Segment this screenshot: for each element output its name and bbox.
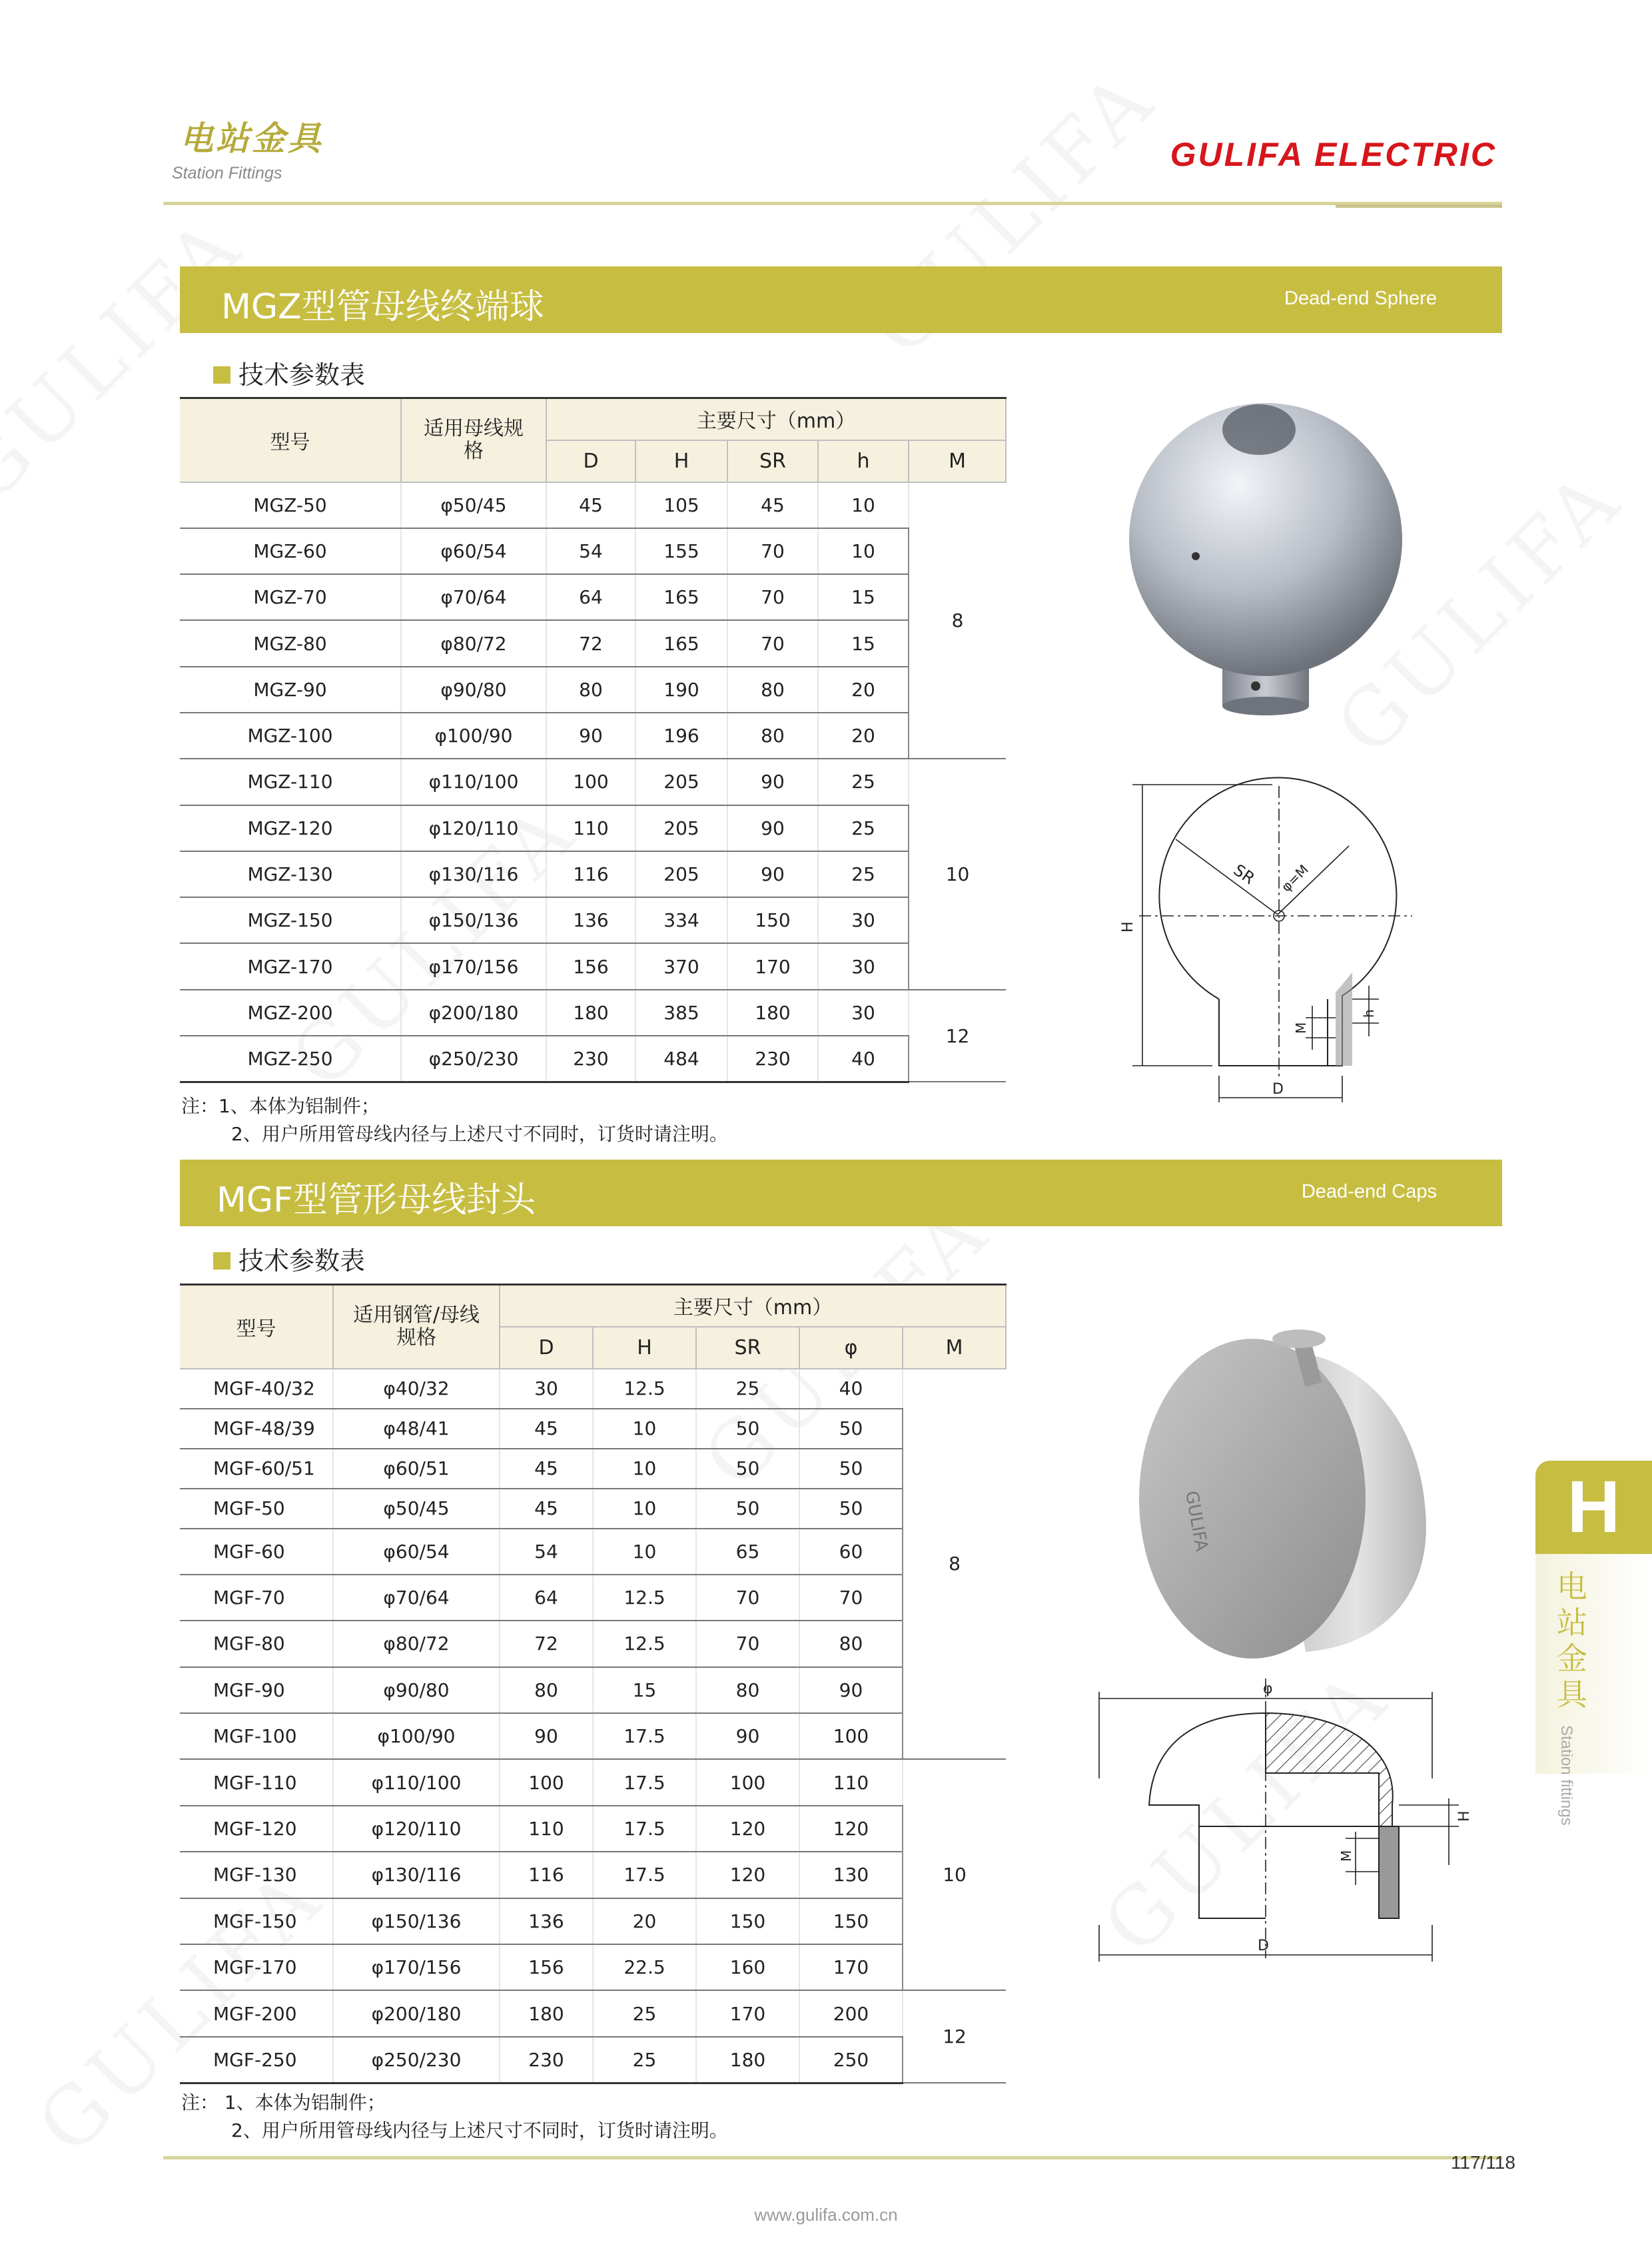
cell-dim: 70	[696, 1621, 799, 1667]
label-h-small: h	[1361, 1009, 1377, 1018]
cell-dim: 45	[727, 482, 818, 528]
cell-dim: 50	[799, 1449, 903, 1489]
col-model: 型号	[180, 1285, 333, 1369]
cell-model: MGZ-120	[180, 805, 401, 851]
cell-dim: 25	[818, 759, 909, 805]
cell-dim: 50	[696, 1489, 799, 1529]
table-row	[180, 1621, 1006, 1667]
cap-photo	[1132, 1325, 1439, 1672]
cell-dim: 80	[546, 667, 635, 713]
cell-dim: 80	[500, 1667, 593, 1713]
cell-dim: 25	[593, 2037, 696, 2083]
cell-dim: 10	[593, 1489, 696, 1529]
cell-dim: 230	[727, 1036, 818, 1082]
cell-dim: 205	[635, 759, 727, 805]
cell-model: MGZ-170	[180, 943, 401, 989]
cell-model: MGZ-100	[180, 713, 401, 759]
cell-model: MGZ-70	[180, 574, 401, 620]
label-sr: SR	[1230, 860, 1258, 889]
cell-dim: 105	[635, 482, 727, 528]
footer-rule	[163, 2156, 1502, 2159]
section1-notes	[181, 1092, 728, 1148]
cell-dim: 250	[799, 2037, 903, 2083]
cell-dim: 25	[818, 851, 909, 897]
cell-dim: 12.5	[593, 1621, 696, 1667]
cell-model: MGZ-110	[180, 759, 401, 805]
table-row	[180, 1806, 1006, 1852]
cell-dim: 196	[635, 713, 727, 759]
cell-model: MGF-80	[180, 1621, 333, 1667]
cell-dim: 370	[635, 943, 727, 989]
cell-dim: 64	[500, 1575, 593, 1621]
header-rule	[163, 202, 1502, 205]
header-title-en: Station Fittings	[172, 164, 282, 183]
cell-model: MGF-200	[180, 1990, 333, 2036]
cell-dim: 25	[593, 1990, 696, 2036]
cell-dim: 110	[799, 1759, 903, 1805]
cell-spec: φ130/116	[401, 851, 546, 897]
square-bullet-icon	[213, 366, 230, 384]
cell-dim: 100	[500, 1759, 593, 1805]
cell-dim: 45	[546, 482, 635, 528]
cell-dim: 90	[727, 851, 818, 897]
cell-dim: 70	[799, 1575, 903, 1621]
col-h: H	[635, 440, 727, 482]
table-row	[180, 1713, 1006, 1759]
cell-dim: 12.5	[593, 1575, 696, 1621]
cell-dim: 90	[727, 759, 818, 805]
cell-dim: 30	[818, 943, 909, 989]
label-d: D	[1258, 1938, 1269, 1954]
section2-title: MGF型管形母线封头	[216, 1180, 536, 1220]
cell-dim: 150	[799, 1898, 903, 1944]
table-row	[180, 759, 1006, 805]
sphere-drawing	[1112, 773, 1432, 1106]
cell-spec: φ110/100	[333, 1759, 500, 1805]
cell-dim: 205	[635, 805, 727, 851]
table-row	[180, 620, 1006, 666]
cell-dim: 20	[593, 1898, 696, 1944]
cell-spec: φ90/80	[333, 1667, 500, 1713]
table-row	[180, 2037, 1006, 2083]
col-model: 型号	[180, 398, 401, 482]
cell-dim: 50	[696, 1409, 799, 1449]
label-m: M	[1338, 1850, 1354, 1862]
cell-dim: 10	[593, 1529, 696, 1575]
cell-dim: 17.5	[593, 1759, 696, 1805]
section1-subhead-text: 技术参数表	[238, 360, 366, 390]
cell-dim: 385	[635, 990, 727, 1036]
cell-dim: 130	[799, 1852, 903, 1898]
cell-model: MGF-60/51	[180, 1449, 333, 1489]
label-d: D	[1272, 1081, 1284, 1098]
table-row	[180, 1575, 1006, 1621]
cell-dim: 25	[696, 1369, 799, 1409]
svg-text:GULIFA: GULIFA	[1181, 1489, 1212, 1553]
table-row	[180, 528, 1006, 574]
cell-dim: 22.5	[593, 1944, 696, 1990]
cell-dim: 25	[818, 805, 909, 851]
section1-band	[180, 266, 1502, 333]
cell-spec: φ90/80	[401, 667, 546, 713]
cell-dim: 334	[635, 897, 727, 943]
cell-dim: 180	[727, 990, 818, 1036]
cell-model: MGF-250	[180, 2037, 333, 2083]
cell-dim: 155	[635, 528, 727, 574]
cell-dim: 484	[635, 1036, 727, 1082]
cell-dim: 150	[696, 1898, 799, 1944]
cell-dim: 17.5	[593, 1806, 696, 1852]
cell-model: MGZ-50	[180, 482, 401, 528]
note-line: 2、用户所用管母线内径与上述尺寸不同时，订货时请注明。	[231, 1123, 728, 1145]
cell-dim: 45	[500, 1449, 593, 1489]
cell-model: MGF-48/39	[180, 1409, 333, 1449]
cell-dim: 150	[727, 897, 818, 943]
cell-model: MGZ-150	[180, 897, 401, 943]
cell-model: MGF-150	[180, 1898, 333, 1944]
section2-subtitle: Dead-end Caps	[1301, 1181, 1437, 1202]
table-row	[180, 805, 1006, 851]
table-row	[180, 482, 1006, 528]
cell-dim: 72	[546, 620, 635, 666]
cell-dim: 17.5	[593, 1852, 696, 1898]
cell-model: MGF-120	[180, 1806, 333, 1852]
mgf-spec-table	[180, 1284, 1007, 2084]
table-row	[180, 1036, 1006, 1082]
cell-dim: 180	[500, 1990, 593, 2036]
cell-model: MGZ-90	[180, 667, 401, 713]
cell-dim: 54	[500, 1529, 593, 1575]
cell-dim: 200	[799, 1990, 903, 2036]
label-phi-m: φ=M	[1278, 861, 1312, 895]
cell-spec: φ80/72	[333, 1621, 500, 1667]
cell-spec: φ60/51	[333, 1449, 500, 1489]
cell-dim: 50	[799, 1489, 903, 1529]
table-row	[180, 1489, 1006, 1529]
table-row	[180, 574, 1006, 620]
cell-dim: 90	[546, 713, 635, 759]
brand-logo: GULIFA ELECTRIC	[1170, 136, 1497, 173]
table-row	[180, 851, 1006, 897]
cell-dim: 190	[635, 667, 727, 713]
mgz-spec-table	[180, 397, 1007, 1083]
section2-band	[180, 1160, 1502, 1226]
col-m: M	[909, 440, 1006, 482]
cell-dim: 165	[635, 620, 727, 666]
cell-dim: 100	[546, 759, 635, 805]
cell-spec: φ60/54	[333, 1529, 500, 1575]
cell-dim: 70	[727, 574, 818, 620]
side-tab-cn: 电站金具	[1557, 1569, 1587, 1712]
table-row	[180, 1409, 1006, 1449]
table-row	[180, 897, 1006, 943]
cell-spec: φ80/72	[401, 620, 546, 666]
cell-dim: 30	[818, 990, 909, 1036]
label-h: H	[1456, 1810, 1473, 1822]
cell-model: MGZ-250	[180, 1036, 401, 1082]
table-row	[180, 1449, 1006, 1489]
cell-dim: 120	[799, 1806, 903, 1852]
cell-model: MGZ-130	[180, 851, 401, 897]
cell-spec: φ110/100	[401, 759, 546, 805]
cell-spec: φ250/230	[333, 2037, 500, 2083]
table-row	[180, 1759, 1006, 1805]
cell-dim: 90	[727, 805, 818, 851]
cell-dim: 205	[635, 851, 727, 897]
label-m: M	[1293, 1022, 1309, 1034]
cell-dim: 50	[799, 1409, 903, 1449]
cell-model: MGF-60	[180, 1529, 333, 1575]
cell-dim: 70	[696, 1575, 799, 1621]
col-sr: SR	[696, 1327, 799, 1369]
table-row	[180, 1898, 1006, 1944]
cell-dim: 80	[799, 1621, 903, 1667]
cell-m: 12	[909, 990, 1006, 1082]
cell-dim: 80	[727, 713, 818, 759]
col-h-small: h	[818, 440, 909, 482]
cell-dim: 170	[727, 943, 818, 989]
cell-dim: 80	[696, 1667, 799, 1713]
cell-spec: φ200/180	[401, 990, 546, 1036]
cell-model: MGZ-200	[180, 990, 401, 1036]
cell-dim: 165	[635, 574, 727, 620]
col-h: H	[593, 1327, 696, 1369]
cell-dim: 65	[696, 1529, 799, 1575]
section2-notes	[181, 2089, 728, 2145]
cell-model: MGF-50	[180, 1489, 333, 1529]
cell-spec: φ60/54	[401, 528, 546, 574]
cell-dim: 70	[727, 620, 818, 666]
cell-spec: φ100/90	[333, 1713, 500, 1759]
table-row	[180, 1944, 1006, 1990]
cell-dim: 50	[696, 1449, 799, 1489]
cell-dim: 20	[818, 667, 909, 713]
cell-dim: 100	[696, 1759, 799, 1805]
note-line: 注： 1、本体为铝制件；	[181, 2091, 386, 2113]
col-phi: φ	[799, 1327, 903, 1369]
label-h-big: H	[1120, 921, 1136, 933]
cell-spec: φ120/110	[401, 805, 546, 851]
table-row	[180, 713, 1006, 759]
cell-dim: 156	[546, 943, 635, 989]
cap-drawing	[1086, 1672, 1485, 1972]
note-line: 2、用户所用管母线内径与上述尺寸不同时，订货时请注明。	[231, 2119, 728, 2141]
cell-spec: φ250/230	[401, 1036, 546, 1082]
section2-subhead	[213, 1240, 365, 1277]
cell-spec: φ120/110	[333, 1806, 500, 1852]
cell-dim: 90	[696, 1713, 799, 1759]
square-bullet-icon	[213, 1252, 230, 1270]
cell-dim: 180	[696, 2037, 799, 2083]
cell-dim: 15	[818, 574, 909, 620]
cell-dim: 12.5	[593, 1369, 696, 1409]
cell-dim: 15	[593, 1667, 696, 1713]
cell-dim: 90	[799, 1667, 903, 1713]
cell-dim: 64	[546, 574, 635, 620]
cell-dim: 116	[546, 851, 635, 897]
cell-spec: φ170/156	[333, 1944, 500, 1990]
page-number: 117/118	[1450, 2152, 1515, 2173]
cell-dim: 60	[799, 1529, 903, 1575]
cell-dim: 120	[696, 1852, 799, 1898]
cell-dim: 110	[546, 805, 635, 851]
col-spec: 适用钢管/母线规格	[333, 1285, 500, 1369]
cell-spec: φ130/116	[333, 1852, 500, 1898]
cell-dim: 120	[696, 1806, 799, 1852]
footer-url[interactable]: www.gulifa.com.cn	[754, 2205, 898, 2225]
col-dims: 主要尺寸（mm）	[546, 398, 1006, 440]
table-row	[180, 1369, 1006, 1409]
cell-spec: φ150/136	[401, 897, 546, 943]
table-row	[180, 1852, 1006, 1898]
table-row	[180, 943, 1006, 989]
cell-model: MGZ-60	[180, 528, 401, 574]
cell-model: MGF-70	[180, 1575, 333, 1621]
cell-dim: 15	[818, 620, 909, 666]
cell-model: MGF-90	[180, 1667, 333, 1713]
cell-dim: 20	[818, 713, 909, 759]
cell-dim: 170	[799, 1944, 903, 1990]
cell-dim: 40	[818, 1036, 909, 1082]
col-dims: 主要尺寸（mm）	[500, 1285, 1006, 1327]
cell-model: MGF-170	[180, 1944, 333, 1990]
col-spec: 适用母线规格	[401, 398, 546, 482]
cell-dim: 54	[546, 528, 635, 574]
cell-model: MGZ-80	[180, 620, 401, 666]
cell-spec: φ150/136	[333, 1898, 500, 1944]
cell-model: MGF-130	[180, 1852, 333, 1898]
cell-model: MGF-110	[180, 1759, 333, 1805]
note-line: 注：1、本体为铝制件；	[181, 1095, 380, 1117]
cell-dim: 30	[500, 1369, 593, 1409]
cell-dim: 40	[799, 1369, 903, 1409]
cell-spec: φ200/180	[333, 1990, 500, 2036]
label-phi: φ	[1263, 1681, 1273, 1697]
table-row	[180, 1990, 1006, 2036]
sphere-photo	[1119, 400, 1412, 719]
cell-dim: 10	[593, 1409, 696, 1449]
cell-dim: 156	[500, 1944, 593, 1990]
cell-m: 8	[903, 1369, 1006, 1760]
cell-spec: φ50/45	[401, 482, 546, 528]
cell-dim: 136	[546, 897, 635, 943]
section1-subhead	[213, 354, 365, 391]
cell-dim: 30	[818, 897, 909, 943]
cell-spec: φ70/64	[333, 1575, 500, 1621]
col-m: M	[903, 1327, 1006, 1369]
cell-dim: 10	[818, 528, 909, 574]
cell-dim: 80	[727, 667, 818, 713]
cell-m: 10	[909, 759, 1006, 989]
cell-dim: 45	[500, 1409, 593, 1449]
cell-dim: 17.5	[593, 1713, 696, 1759]
cell-m: 8	[909, 482, 1006, 759]
cell-spec: φ40/32	[333, 1369, 500, 1409]
cell-dim: 10	[818, 482, 909, 528]
cell-dim: 116	[500, 1852, 593, 1898]
section2-subhead-text: 技术参数表	[238, 1246, 366, 1276]
cell-spec: φ50/45	[333, 1489, 500, 1529]
section1-subtitle: Dead-end Sphere	[1284, 288, 1437, 309]
side-tab-en: Station fittings	[1557, 1725, 1575, 1826]
cell-dim: 72	[500, 1621, 593, 1667]
cell-dim: 45	[500, 1489, 593, 1529]
col-d: D	[500, 1327, 593, 1369]
col-d: D	[546, 440, 635, 482]
table-row	[180, 990, 1006, 1036]
side-tab-letter: H	[1535, 1461, 1652, 1554]
cell-dim: 90	[500, 1713, 593, 1759]
cell-model: MGF-40/32	[180, 1369, 333, 1409]
cell-spec: φ100/90	[401, 713, 546, 759]
cell-dim: 70	[727, 528, 818, 574]
section1-title: MGZ型管母线终端球	[221, 287, 544, 327]
table-row	[180, 1667, 1006, 1713]
cell-dim: 100	[799, 1713, 903, 1759]
cell-dim: 160	[696, 1944, 799, 1990]
cell-spec: φ48/41	[333, 1409, 500, 1449]
cell-m: 12	[903, 1990, 1006, 2083]
table-row	[180, 667, 1006, 713]
col-sr: SR	[727, 440, 818, 482]
cell-dim: 10	[593, 1449, 696, 1489]
cell-dim: 170	[696, 1990, 799, 2036]
cell-spec: φ170/156	[401, 943, 546, 989]
cell-dim: 230	[546, 1036, 635, 1082]
cell-dim: 136	[500, 1898, 593, 1944]
header-title-cn: 电站金具	[180, 119, 324, 158]
cell-spec: φ70/64	[401, 574, 546, 620]
cell-dim: 230	[500, 2037, 593, 2083]
header-rule-accent	[1336, 204, 1502, 208]
cell-dim: 180	[546, 990, 635, 1036]
cell-model: MGF-100	[180, 1713, 333, 1759]
cell-dim: 110	[500, 1806, 593, 1852]
table-row	[180, 1529, 1006, 1575]
cell-m: 10	[903, 1759, 1006, 1990]
